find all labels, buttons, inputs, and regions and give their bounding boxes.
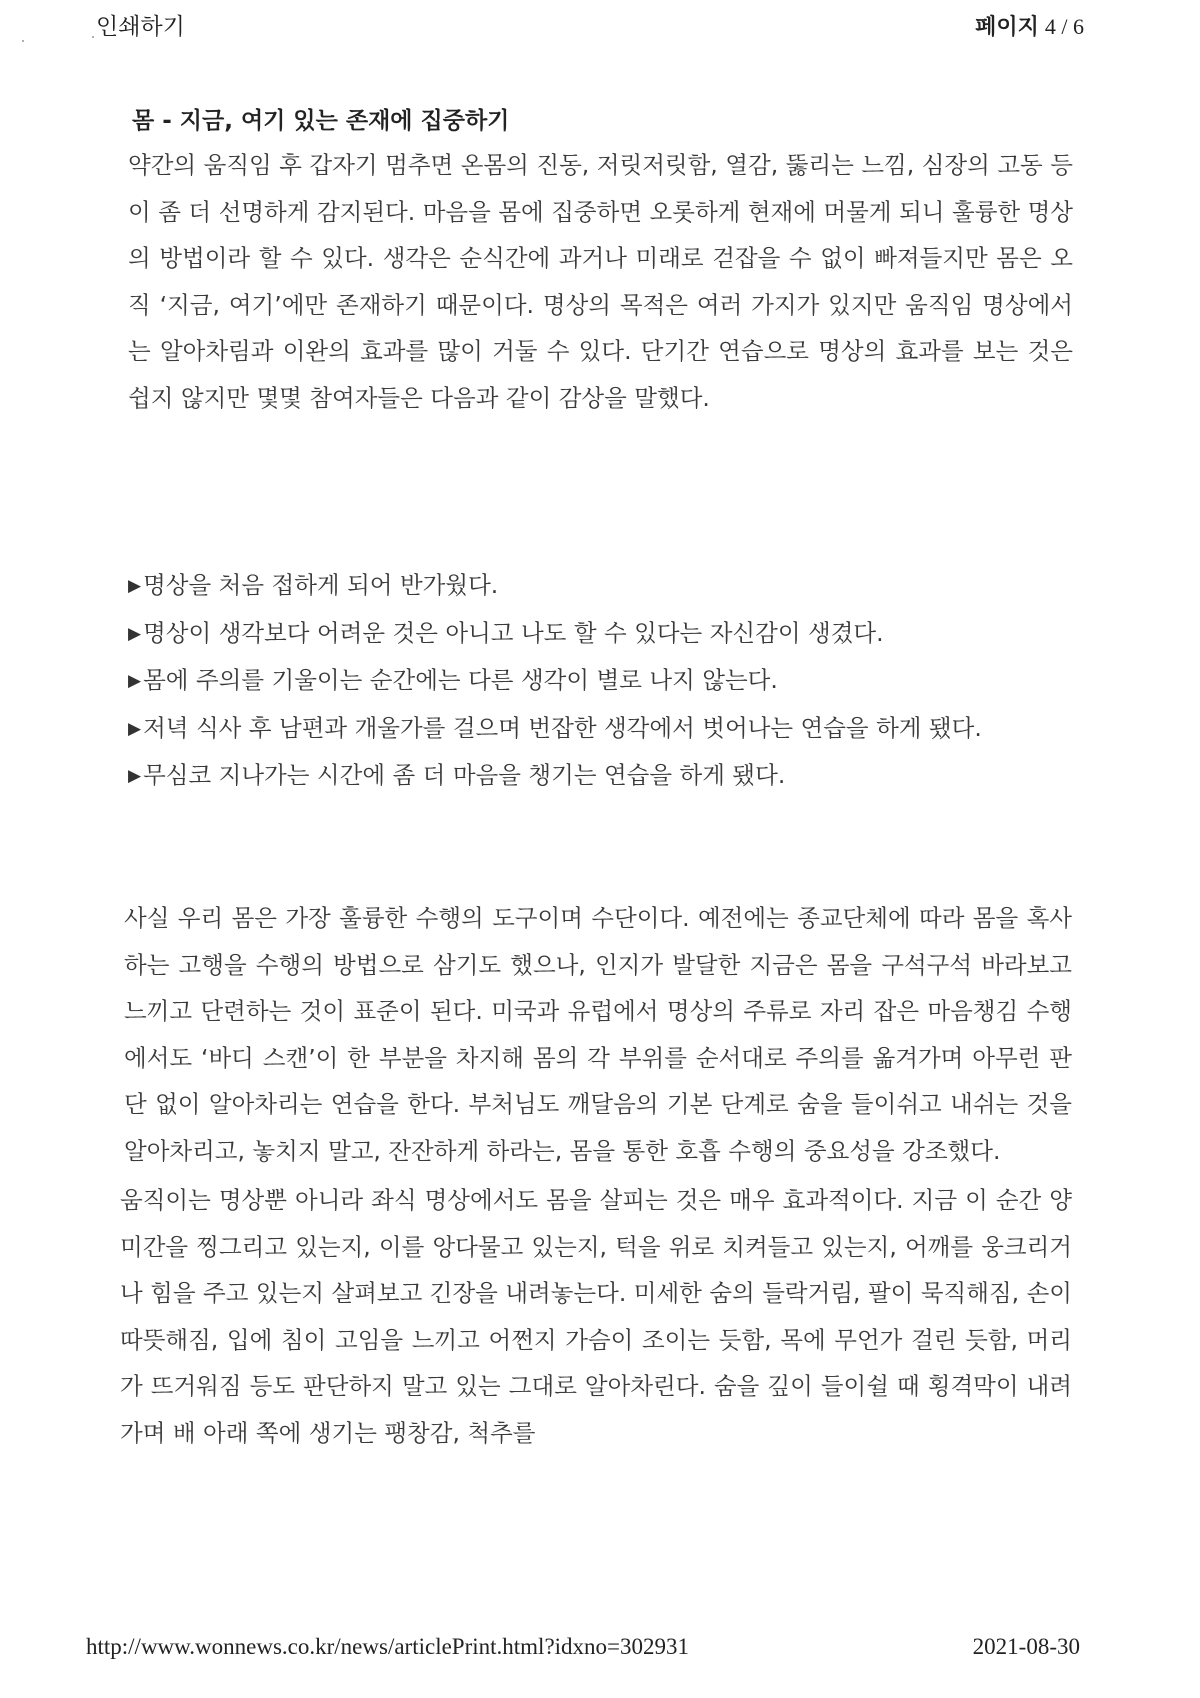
list-item — [128, 610, 1088, 658]
paragraph-intro: 약간의 움직임 후 갑자기 멈추면 온몸의 진동, 저릿저릿함, 열감, 뚫리는 느낌, 심장의 고동 등이 좀 더 선명하게 감지된다. 마음을 몸에 집중하면 오롯하게 현재에 머물게 되니 훌륭한 명상의 방법이라 할 수 있다. 생각은 순식간에 과거나 미래로 걷잡을 수 없이 빠져들지만 몸은 오직 ‘지금, 여기’에만 존재하기 때문이다. 명상의 목적은 여러 가지가 있지만 움직임 명상에서는 알아차림과 이완의 효과를 많이 거둘 수 있다. 단기간 연습으로 명상의 효과를 보는 것은 쉽지 않지만 몇몇 참여자들은 다음과 같이 감상을 말했다. — [128, 151, 1073, 412]
footer-date: 2021-08-30 — [972, 1634, 1080, 1659]
footer-url: http://www.wonnews.co.kr/news/articlePrint.html?idxno=302931 — [86, 1634, 690, 1659]
triangle-right-icon: ▶ — [128, 671, 142, 691]
paragraph-seated-meditation: 움직이는 명상뿐 아니라 좌식 명상에서도 몸을 살피는 것은 매우 효과적이다. 지금 이 순간 양미간을 찡그리고 있는지, 이를 앙다물고 있는지, 턱을 위로 치켜들고 있는지, 어깨를 웅크리거나 힘을 주고 있는지 살펴보고 긴장을 내려놓는다. 미세한 숨의 들락거림, 팔이 묵직해짐, 손이 따뜻해짐, 입에 침이 고임을 느끼고 어쩐지 가슴이 조이는 듯함, 목에 무언가 걸린 듯함, 머리가 뜨거워짐 등도 판단하지 말고 있는 그대로 알아차린다. 숨을 깊이 들이쉴 때 횡격막이 내려가며 배 아래 쪽에 생기는 팽창감, 척추를 — [120, 1186, 1072, 1447]
page-number: 4 / 6 — [1044, 14, 1084, 39]
scan-speck — [22, 40, 24, 42]
list-item — [128, 562, 1088, 610]
list-item-text: 무심코 지나가는 시간에 좀 더 마음을 챙기는 연습을 하게 됐다. — [143, 761, 786, 789]
triangle-right-icon: ▶ — [128, 766, 142, 786]
page-indicator — [975, 10, 1084, 41]
list-item — [128, 705, 1088, 753]
list-item-text: 명상이 생각보다 어려운 것은 아니고 나도 할 수 있다는 자신감이 생겼다. — [143, 618, 884, 647]
triangle-right-icon: ▶ — [128, 576, 142, 596]
list-item-text: 명상을 처음 접하게 되어 반가웠다. — [143, 571, 499, 599]
page-label: 페이지 — [975, 15, 1039, 40]
print-title: 인쇄하기 — [96, 14, 185, 40]
triangle-right-icon: ▶ — [128, 718, 142, 739]
paragraph-body-scan: 사실 우리 몸은 가장 훌륭한 수행의 도구이며 수단이다. 예전에는 종교단체에 따라 몸을 혹사하는 고행을 수행의 방법으로 삼기도 했으나, 인지가 발달한 지금은 몸을 구석구석 바라보고 느끼고 단련하는 것이 표준이 된다. 미국과 유럽에서 명상의 주류로 자리 잡은 마음챙김 수행에서도 ‘바디 스캔’이 한 부분을 차지해 몸의 각 부위를 순서대로 주의를 옮겨가며 아무런 판단 없이 알아차리는 연습을 한다. 부처님도 깨달음의 기본 단계로 숨을 들이쉬고 내쉬는 것을 알아차리고, 놓치지 말고, 잔잔하게 하라는, 몸을 통한 호흡 수행의 중요성을 강조했다. — [124, 904, 1072, 1165]
article-heading: 몸 - 지금, 여기 있는 존재에 집중하기 — [132, 108, 510, 134]
scan-speck — [92, 36, 94, 38]
list-item — [128, 657, 1088, 705]
list-item-text: 몸에 주의를 기울이는 순간에는 다른 생각이 별로 나지 않는다. — [143, 666, 778, 694]
list-item-text: 저녁 식사 후 남편과 개울가를 걸으며 번잡한 생각에서 벗어나는 연습을 하게 됐다. — [143, 713, 982, 742]
list-item — [128, 752, 1088, 800]
participant-comments-list — [128, 562, 1088, 800]
triangle-right-icon: ▶ — [128, 623, 142, 644]
